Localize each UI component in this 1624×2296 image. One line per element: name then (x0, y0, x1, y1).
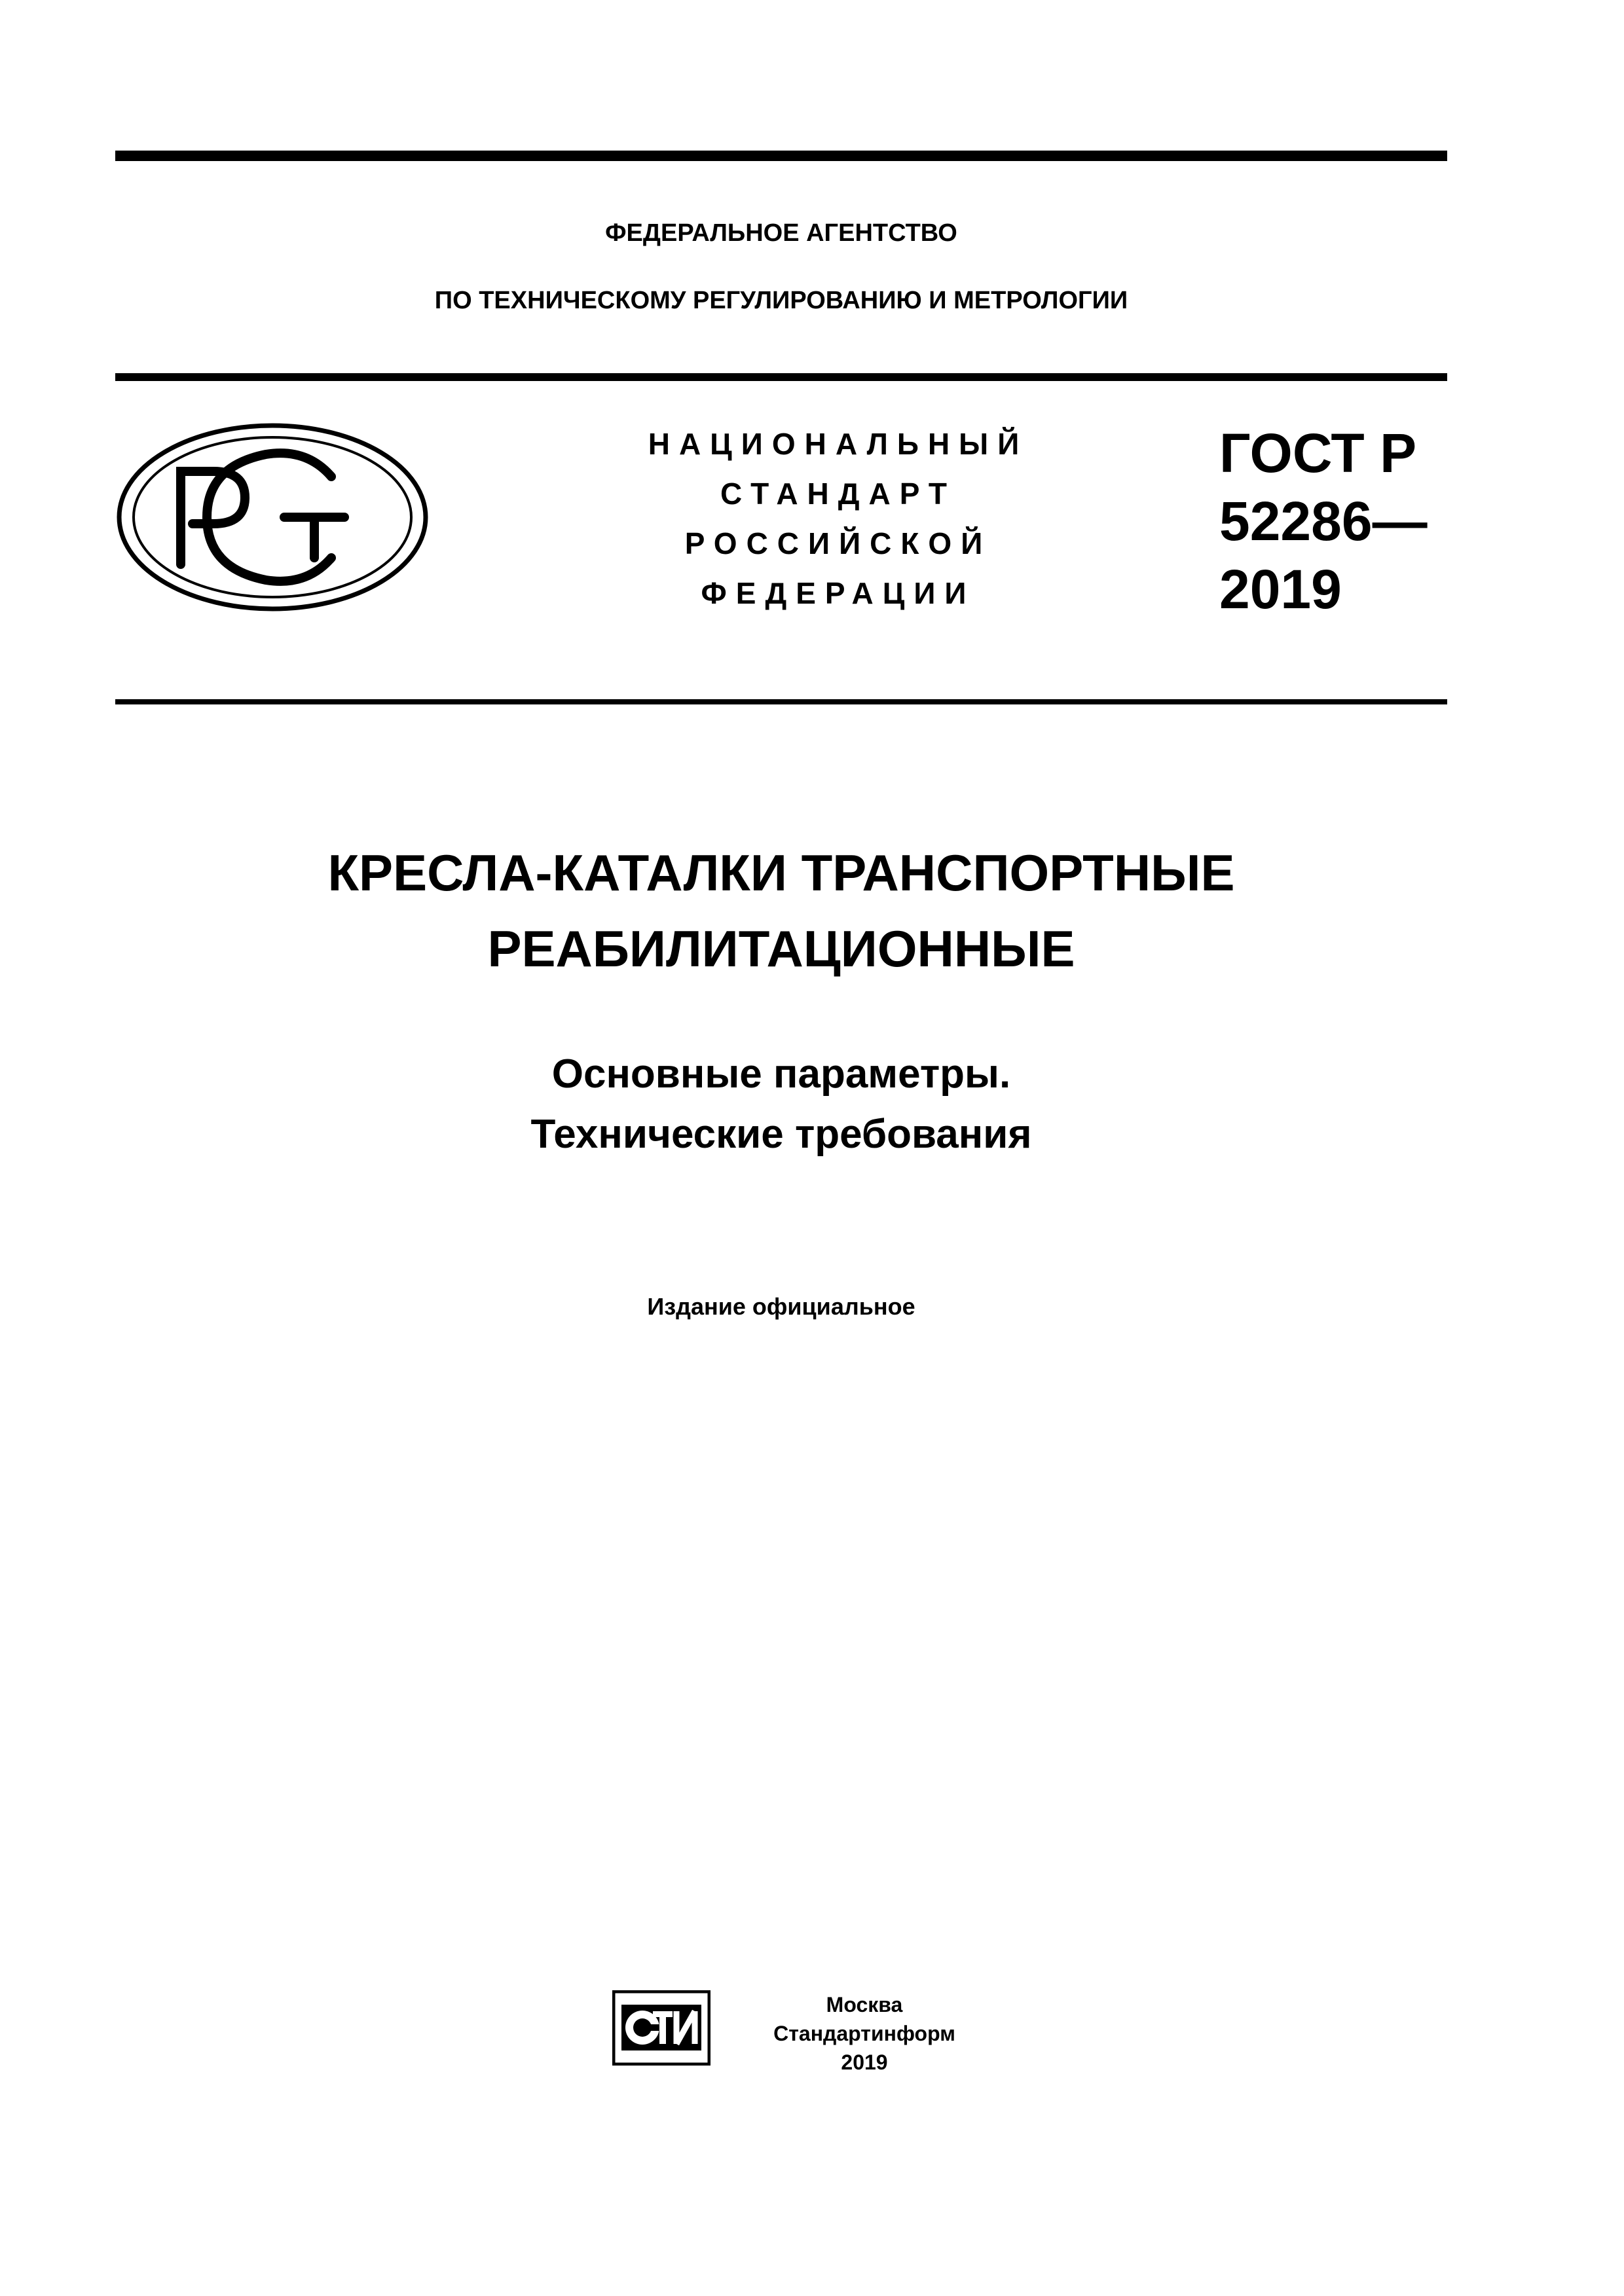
publisher-info (766, 1990, 963, 2077)
pct-certification-mark-icon (115, 419, 430, 615)
national-standard-label (609, 419, 1067, 618)
standartinform-logo-icon (612, 1990, 710, 2066)
document-subtitle (115, 1044, 1447, 1165)
standard-designation (1219, 419, 1455, 623)
title-line-1: КРЕСЛА-КАТАЛКИ ТРАНСПОРТНЫЕ (327, 844, 1235, 902)
national-standard-line-2: СТАНДАРТ (720, 477, 956, 511)
agency-line-1: ФЕДЕРАЛЬНОЕ АГЕНТСТВО (605, 219, 957, 247)
header-bottom-rule (115, 699, 1447, 704)
designation-line-2: 52286— (1219, 490, 1428, 552)
designation-line-1: ГОСТ Р (1219, 422, 1417, 484)
designation-line-3: 2019 (1219, 558, 1342, 620)
publisher-year: 2019 (841, 2050, 888, 2074)
national-standard-line-3: РОССИЙСКОЙ (684, 526, 992, 560)
subtitle-line-1: Основные параметры. (551, 1051, 1011, 1097)
edition-label: Издание официальное (647, 1293, 915, 1320)
header-rule (115, 373, 1447, 381)
title-line-2: РЕАБИЛИТАЦИОННЫЕ (487, 920, 1075, 977)
agency-line-2: ПО ТЕХНИЧЕСКОМУ РЕГУЛИРОВАНИЮ И МЕТРОЛОГИИ (434, 287, 1128, 314)
national-standard-line-1: НАЦИОНАЛЬНЫЙ (648, 427, 1029, 461)
subtitle-line-2: Технические требования (530, 1112, 1032, 1157)
publisher-name: Стандартинформ (773, 2022, 955, 2045)
top-rule (115, 151, 1447, 161)
national-standard-line-4: ФЕДЕРАЦИИ (701, 576, 976, 610)
publisher-city: Москва (826, 1993, 903, 2016)
document-title (115, 835, 1447, 987)
